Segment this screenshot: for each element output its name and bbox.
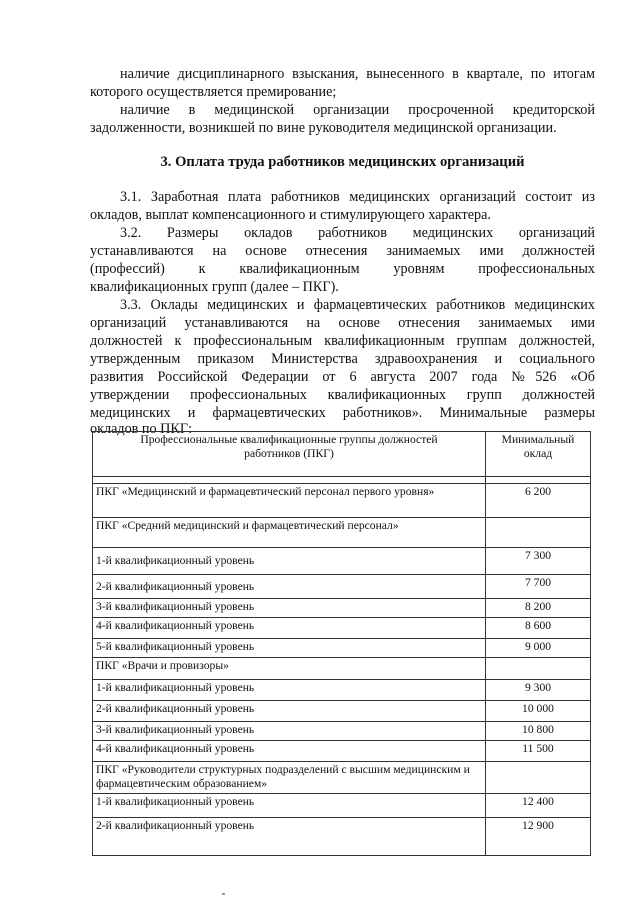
row-label: 3-й квалификационный уровень [93, 599, 486, 618]
row-label: 2-й квалификационный уровень [93, 701, 486, 722]
p33-line-6: утверждении профессиональных квалификационных групп должностей [90, 387, 595, 403]
row-value: 10 000 [486, 701, 591, 722]
row-label: 3-й квалификационный уровень [93, 722, 486, 741]
row-label: 2-й квалификационный уровень [93, 818, 486, 856]
row-value: 10 800 [486, 722, 591, 741]
scan-speck [222, 893, 225, 895]
p32-line-4: квалификационных групп (далее – ПКГ). [90, 279, 339, 295]
intro-line-1: наличие дисциплинарного взыскания, вынесенного в квартале, по итогам [120, 66, 595, 82]
table-row [93, 484, 591, 518]
row-value [486, 518, 591, 548]
header-salary-line-2: оклад [523, 446, 553, 460]
section-title: 3. Оплата труда работников медицинских организаций [160, 154, 525, 170]
table-row [93, 658, 591, 680]
header-salary-line-1: Минимальный [501, 433, 575, 446]
table-row [93, 701, 591, 722]
intro-line-3: наличие в медицинской организации просроченной кредиторской [120, 102, 595, 118]
table-row [93, 741, 591, 762]
p31-line-2: окладов, выплат компенсационного и стимулирующего характера. [90, 207, 491, 223]
row-value: 7 700 [486, 575, 591, 599]
row-label: 1-й квалификационный уровень [93, 680, 486, 701]
header-group-line-1: Профессиональные квалификационные группы должностей [140, 433, 438, 446]
row-value: 6 200 [486, 484, 591, 518]
row-value: 11 500 [486, 741, 591, 762]
row-value: 8 200 [486, 599, 591, 618]
table-row [93, 722, 591, 741]
p32-line-2: устанавливаются на основе отнесения занимаемых ими должностей [90, 243, 595, 259]
row-label: ПКГ «Руководители структурных подразделений с высшим медицинским и фармацевтическим образованием» [93, 762, 486, 794]
p33-line-3: должностей к профессиональным квалификационным группам должностей, [90, 333, 595, 349]
header-group-line-2: работников (ПКГ) [244, 446, 334, 460]
row-value: 12 900 [486, 818, 591, 856]
p33-line-8: окладов по ПКГ: [90, 421, 193, 437]
table-spacer-row [93, 477, 591, 484]
row-label: 2-й квалификационный уровень [93, 575, 486, 599]
intro-line-4: задолженности, возникшей по вине руководителя медицинской организации. [90, 120, 557, 136]
row-value: 12 400 [486, 794, 591, 818]
row-value: 9 300 [486, 680, 591, 701]
row-label: ПКГ «Медицинский и фармацевтический персонал первого уровня» [93, 484, 486, 518]
row-value: 9 000 [486, 639, 591, 658]
table-row [93, 599, 591, 618]
table-row [93, 818, 591, 856]
p32-line-1: 3.2. Размеры окладов работников медицинских организаций [120, 225, 595, 241]
spacer-cell [93, 477, 486, 484]
row-label: ПКГ «Средний медицинский и фармацевтический персонал» [93, 518, 486, 548]
table-row [93, 680, 591, 701]
table-header-row [93, 432, 591, 477]
table-row [93, 548, 591, 575]
salary-table [92, 431, 591, 856]
row-value [486, 658, 591, 680]
p33-line-2: организаций устанавливаются на основе отнесения занимаемых ими [90, 315, 595, 331]
row-value: 8 600 [486, 618, 591, 639]
spacer-cell [486, 477, 591, 484]
table-row [93, 575, 591, 599]
row-label: 4-й квалификационный уровень [93, 741, 486, 762]
row-value [486, 762, 591, 794]
p33-line-4: утвержденным приказом Министерства здравоохранения и социального [90, 351, 595, 367]
row-label: 4-й квалификационный уровень [93, 618, 486, 639]
p33-line-5: развития Российской Федерации от 6 августа 2007 года №526 «Об [90, 369, 595, 385]
table-row [93, 639, 591, 658]
table-row [93, 618, 591, 639]
row-label: 1-й квалификационный уровень [93, 548, 486, 575]
header-group-cell [93, 432, 486, 477]
p33-line-7: медицинских и фармацевтических работников». Минимальные размеры [90, 405, 595, 421]
p32-line-3: (профессий) к квалификационным уровням профессиональных [90, 261, 595, 277]
table-row [93, 518, 591, 548]
table-row [93, 794, 591, 818]
intro-line-2: которого осуществляется премирование; [90, 84, 337, 100]
row-label: 5-й квалификационный уровень [93, 639, 486, 658]
p33-line-1: 3.3. Оклады медицинских и фармацевтических работников медицинских [120, 297, 595, 313]
header-salary-cell [486, 432, 591, 477]
row-value: 7 300 [486, 548, 591, 575]
row-label: 1-й квалификационный уровень [93, 794, 486, 818]
table-row [93, 762, 591, 794]
p31-line-1: 3.1. Заработная плата работников медицинских организаций состоит из [120, 189, 595, 205]
row-label: ПКГ «Врачи и провизоры» [93, 658, 486, 680]
